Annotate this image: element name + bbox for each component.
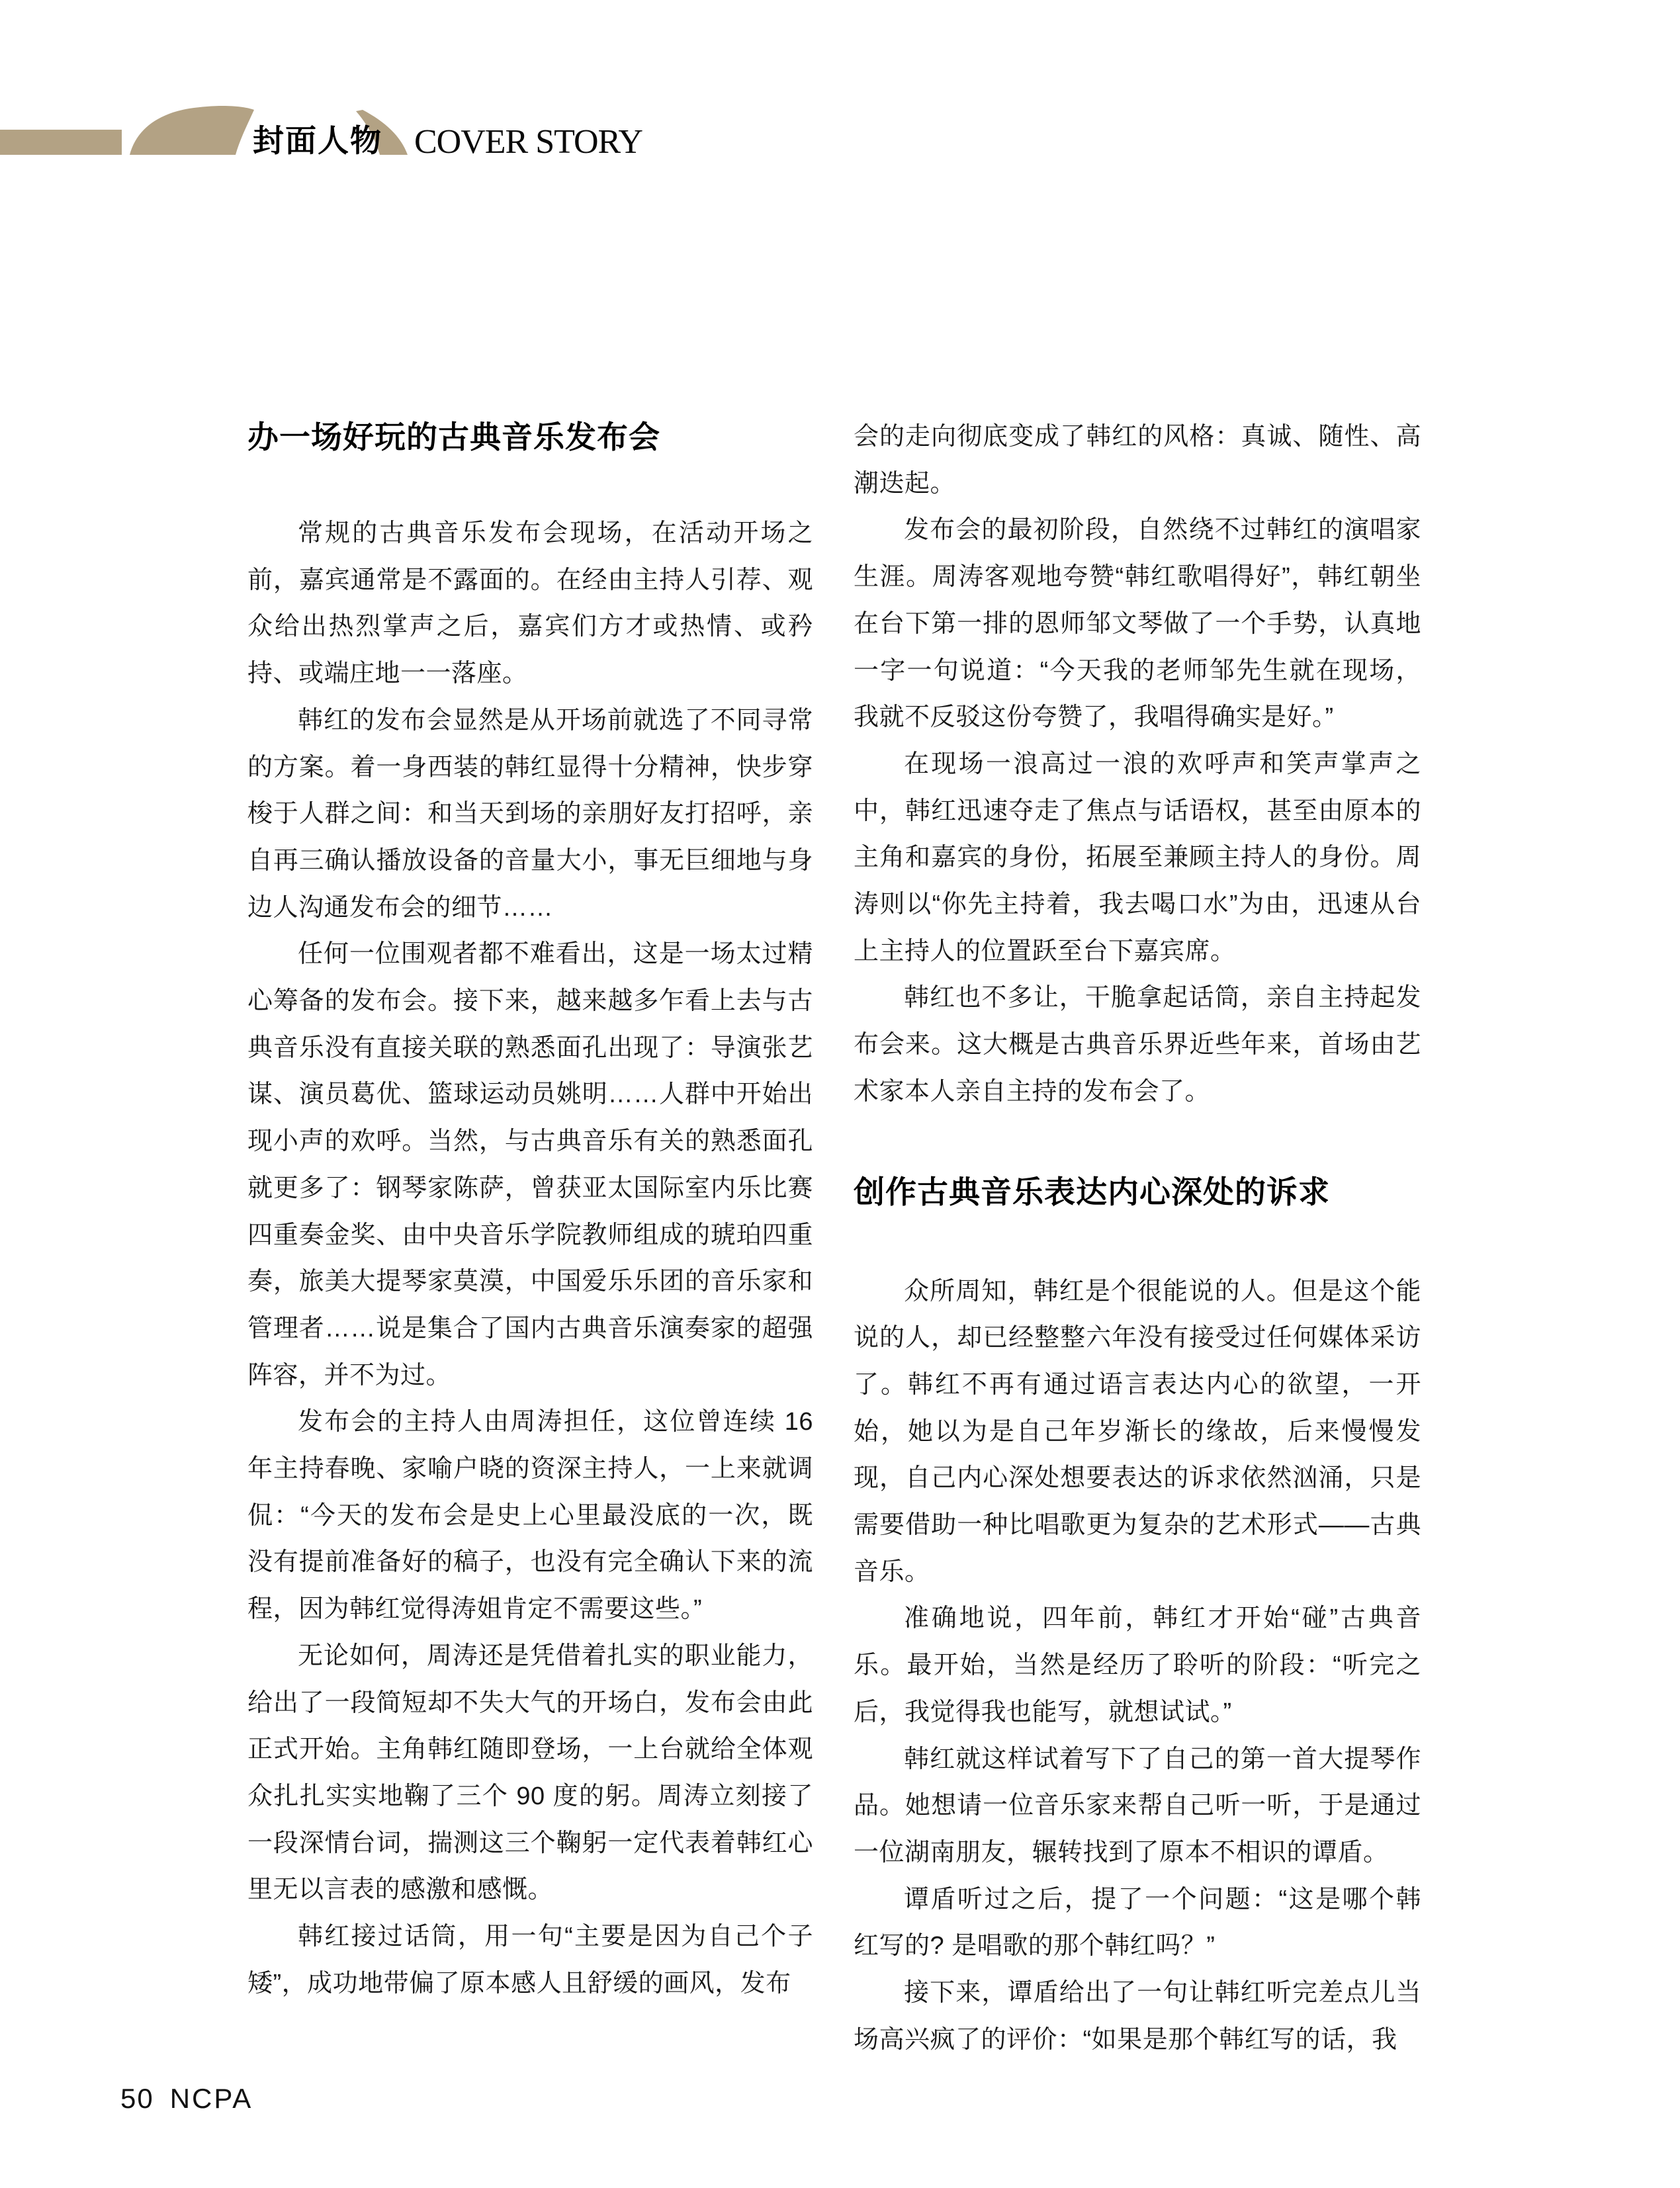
paragraph: 谭盾听过之后，提了一个问题：“这是哪个韩红写的? 是唱歌的那个韩红吗？” bbox=[854, 1885, 1421, 1960]
paragraph: 韩红的发布会显然是从开场前就选了不同寻常的方案。着一身西装的韩红显得十分精神，快步穿梭于人群之间：和当天到场的亲朋好友打招呼，亲自再三确认播放设备的音量大小，事无巨细地与身边人沟通发布会的细节…… bbox=[247, 706, 813, 922]
paragraph: 在现场一浪高过一浪的欢呼声和笑声掌声之中，韩红迅速夺走了焦点与话语权，甚至由原本的主角和嘉宾的身份，拓展至兼顾主持人的身份。周涛则以“你先主持着，我去喝口水”为由，迅速从台上主持人的位置跃至台下嘉宾席。 bbox=[854, 750, 1421, 965]
paragraph-continuation: 会的走向彻底变成了韩红的风格：真诚、随性、高潮迭起。 bbox=[854, 423, 1421, 498]
right-column bbox=[854, 414, 1421, 2064]
article-heading-2: 创作古典音乐表达内心深处的诉求 bbox=[854, 1174, 1330, 1209]
paragraph: 发布会的主持人由周涛担任，这位曾连续 16 年主持春晚、家喻户晓的资深主持人，一上来就调侃：“今天的发布会是史上心里最没底的一次，既没有提前准备好的稿子，也没有完全确认下来的流程，因为韩红觉得涛姐肯定不需要这些。” bbox=[247, 1408, 813, 1624]
article-heading-1: 办一场好玩的古典音乐发布会 bbox=[247, 419, 660, 455]
paragraph: 接下来，谭盾给出了一句让韩红听完差点儿当场高兴疯了的评价：“如果是那个韩红写的话，我 bbox=[854, 1979, 1421, 2054]
paragraph: 韩红也不多让，干脆拿起话筒，亲自主持起发布会来。这大概是古典音乐界近些年来，首场由艺术家本人亲自主持的发布会了。 bbox=[854, 984, 1421, 1106]
paragraph: 众所周知，韩红是个很能说的人。但是这个能说的人，却已经整整六年没有接受过任何媒体采访了。韩红不再有通过语言表达内心的欲望，一开始，她以为是自己年岁渐长的缘故，后来慢慢发现，自己内心深处想要表达的诉求依然汹涌，只是需要借助一种比唱歌更为复杂的艺术形式——古典音乐。 bbox=[854, 1277, 1421, 1586]
paragraph: 发布会的最初阶段，自然绕不过韩红的演唱家生涯。周涛客观地夸赞“韩红歌唱得好”，韩红朝坐在台下第一排的恩师邹文琴做了一个手势，认真地一字一句说道：“今天我的老师邹先生就在现场，我就不反驳这份夸赞了，我唱得确实是好。” bbox=[854, 516, 1421, 732]
left-column bbox=[247, 414, 813, 2007]
page-number: 50 bbox=[120, 2083, 154, 2114]
page-footer bbox=[120, 2083, 253, 2115]
paragraph: 准确地说，四年前，韩红才开始“碰”古典音乐。最开始，当然是经历了聆听的阶段：“听完之后，我觉得我也能写，就想试试。” bbox=[854, 1604, 1421, 1726]
paragraph: 韩红接过话筒，用一句“主要是因为自己个子矮”，成功地带偏了原本感人且舒缓的画风，发布 bbox=[247, 1923, 813, 1997]
paragraph: 常规的古典音乐发布会现场，在活动开场之前，嘉宾通常是不露面的。在经由主持人引荐、观众给出热烈掌声之后，嘉宾们方才或热情、或矜持、或端庄地一一落座。 bbox=[247, 519, 813, 688]
paragraph: 韩红就这样试着写下了自己的第一首大提琴作品。她想请一位音乐家来帮自己听一听，于是通过一位湖南朋友，辗转找到了原本不相识的谭盾。 bbox=[854, 1745, 1421, 1866]
header-bar-shape bbox=[0, 130, 122, 155]
magazine-code: NCPA bbox=[169, 2083, 253, 2114]
paragraph: 无论如何，周涛还是凭借着扎实的职业能力，给出了一段简短却不失大气的开场白，发布会由此正式开始。主角韩红随即登场，一上台就给全体观众扎扎实实地鞠了三个 90 度的躬。周涛立刻接了一段深情台词，揣测这三个鞠躬一定代表着韩红心里无以言表的感激和感慨。 bbox=[247, 1641, 813, 1904]
section-title-zh: 封面人物 bbox=[253, 123, 382, 158]
header-graphic bbox=[0, 0, 695, 198]
header-leaf-shape bbox=[130, 106, 254, 155]
paragraph: 任何一位围观者都不难看出，这是一场太过精心筹备的发布会。接下来，越来越多乍看上去与古典音乐没有直接关联的熟悉面孔出现了：导演张艺谋、演员葛优、篮球运动员姚明……人群中开始出现小声的欢呼。当然，与古典音乐有关的熟悉面孔就更多了：钢琴家陈萨，曾获亚太国际室内乐比赛四重奏金奖、由中央音乐学院教师组成的琥珀四重奏，旅美大提琴家莫漠，中国爱乐乐团的音乐家和管理者……说是集合了国内古典音乐演奏家的超强阵容，并不为过。 bbox=[247, 940, 813, 1389]
section-title-en: COVER STORY bbox=[414, 123, 642, 161]
